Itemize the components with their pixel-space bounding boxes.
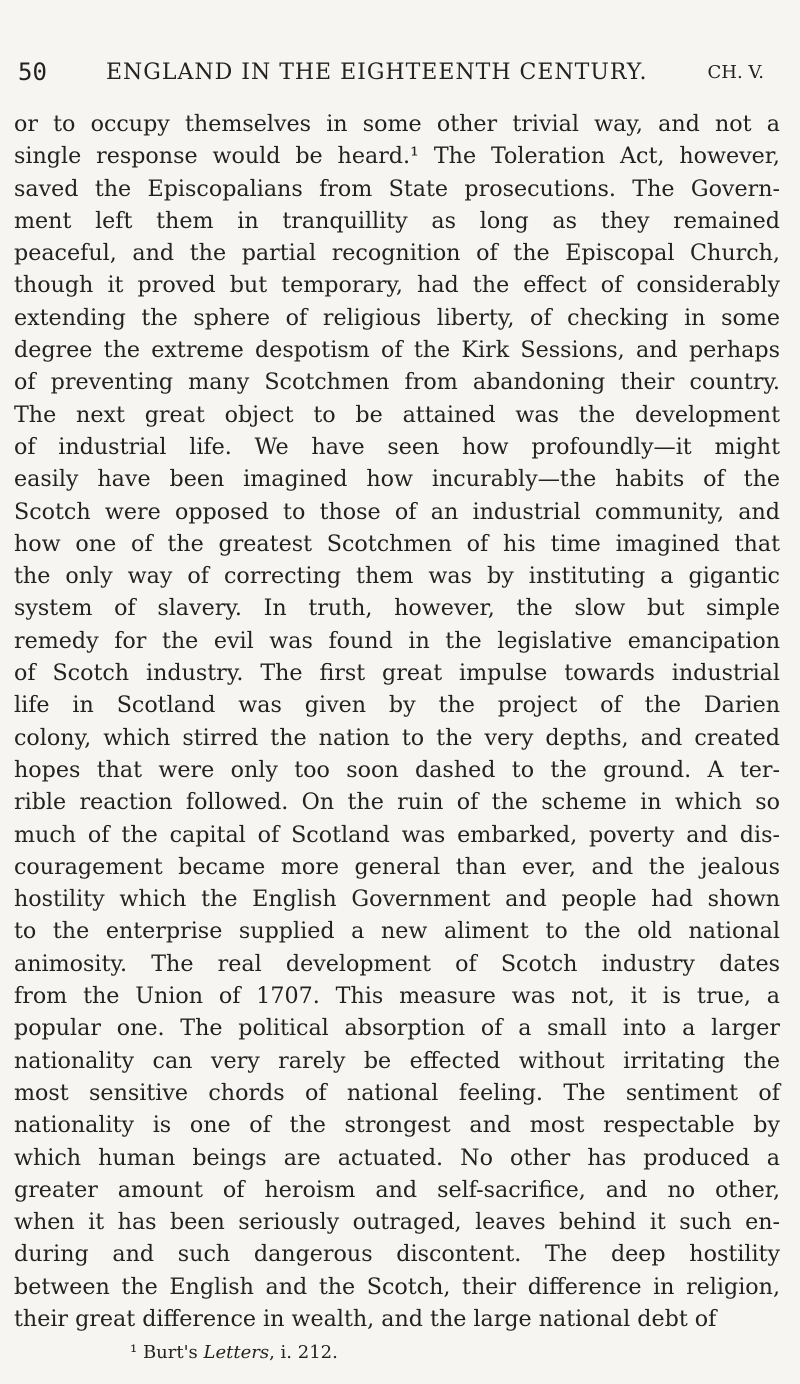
text-line: which human beings are actuated. No other has produced a (14, 1144, 780, 1171)
text-line: colony, which stirred the nation to the very depths, and created (14, 724, 780, 751)
text-line: extending the sphere of religious liberty, of checking in some (14, 304, 780, 331)
text-line: ment left them in tranquillity as long as they remained (14, 207, 780, 234)
text-line: to the enterprise supplied a new aliment to the old national (14, 918, 780, 945)
text-line: of preventing many Scotchmen from abandoning their country. (14, 369, 780, 396)
text-line: of Scotch industry. The first great impulse towards industrial (14, 660, 780, 687)
text-line: hostility which the English Government and people had shown (14, 886, 780, 913)
text-line: when it has been seriously outraged, leaves behind it such en- (14, 1209, 780, 1236)
page-number: 50 (18, 58, 47, 86)
text-line: saved the Episcopalians from State prosecutions. The Govern- (14, 175, 780, 202)
footnote-work: Letters (203, 1342, 270, 1363)
page-header (18, 58, 764, 98)
text-line: of industrial life. We have seen how profoundly—it might (14, 433, 780, 460)
text-line: though it proved but temporary, had the effect of considerably (14, 272, 780, 299)
text-line: how one of the greatest Scotchmen of his time imagined that (14, 530, 780, 557)
text-line: during and such dangerous discontent. The deep hostility (14, 1241, 780, 1268)
text-line: most sensitive chords of national feeling. The sentiment of (14, 1079, 780, 1106)
text-line: animosity. The real development of Scotch industry dates (14, 950, 780, 977)
text-line: degree the extreme despotism of the Kirk Sessions, and perhaps (14, 337, 780, 364)
text-line: The next great object to be attained was the development (14, 401, 780, 428)
footnote-author: Burt's (142, 1342, 198, 1363)
text-line: rible reaction followed. On the ruin of the scheme in which so (14, 789, 780, 816)
text-line: Scotch were opposed to those of an industrial community, and (14, 498, 780, 525)
text-line: couragement became more general than ever, and the jealous (14, 853, 780, 880)
body-text (14, 108, 780, 1335)
text-line: hopes that were only too soon dashed to the ground. A ter- (14, 756, 780, 783)
text-line: popular one. The political absorption of a small into a larger (14, 1015, 780, 1042)
footnote-ref: , i. 212. (269, 1342, 338, 1363)
text-line: peaceful, and the partial recognition of the Episcopal Church, (14, 240, 780, 267)
text-line: their great difference in wealth, and the large national debt of (14, 1305, 717, 1332)
text-line: system of slavery. In truth, however, the slow but simple (14, 595, 780, 622)
text-line: remedy for the evil was found in the legislative emancipation (14, 627, 780, 654)
text-line: between the English and the Scotch, their difference in religion, (14, 1273, 780, 1300)
text-line: life in Scotland was given by the project of the Darien (14, 692, 780, 719)
text-line: nationality is one of the strongest and most respectable by (14, 1112, 780, 1139)
text-line: much of the capital of Scotland was embarked, poverty and dis- (14, 821, 780, 848)
text-line: or to occupy themselves in some other trivial way, and not a (14, 111, 780, 137)
text-line: greater amount of heroism and self-sacrifice, and no other, (14, 1176, 780, 1203)
chapter-label: CH. V. (707, 62, 764, 83)
text-line: the only way of correcting them was by instituting a gigantic (14, 563, 780, 590)
text-line: nationality can very rarely be effected without irritating the (14, 1047, 780, 1074)
footnote (130, 1342, 338, 1363)
text-line: from the Union of 1707. This measure was not, it is true, a (14, 983, 780, 1010)
text-line: single response would be heard.¹ The Toleration Act, however, (14, 143, 780, 170)
text-line: easily have been imagined how incurably—the habits of the (14, 466, 780, 493)
footnote-marker: ¹ (130, 1342, 138, 1363)
running-title: ENGLAND IN THE EIGHTEENTH CENTURY. (106, 60, 648, 85)
